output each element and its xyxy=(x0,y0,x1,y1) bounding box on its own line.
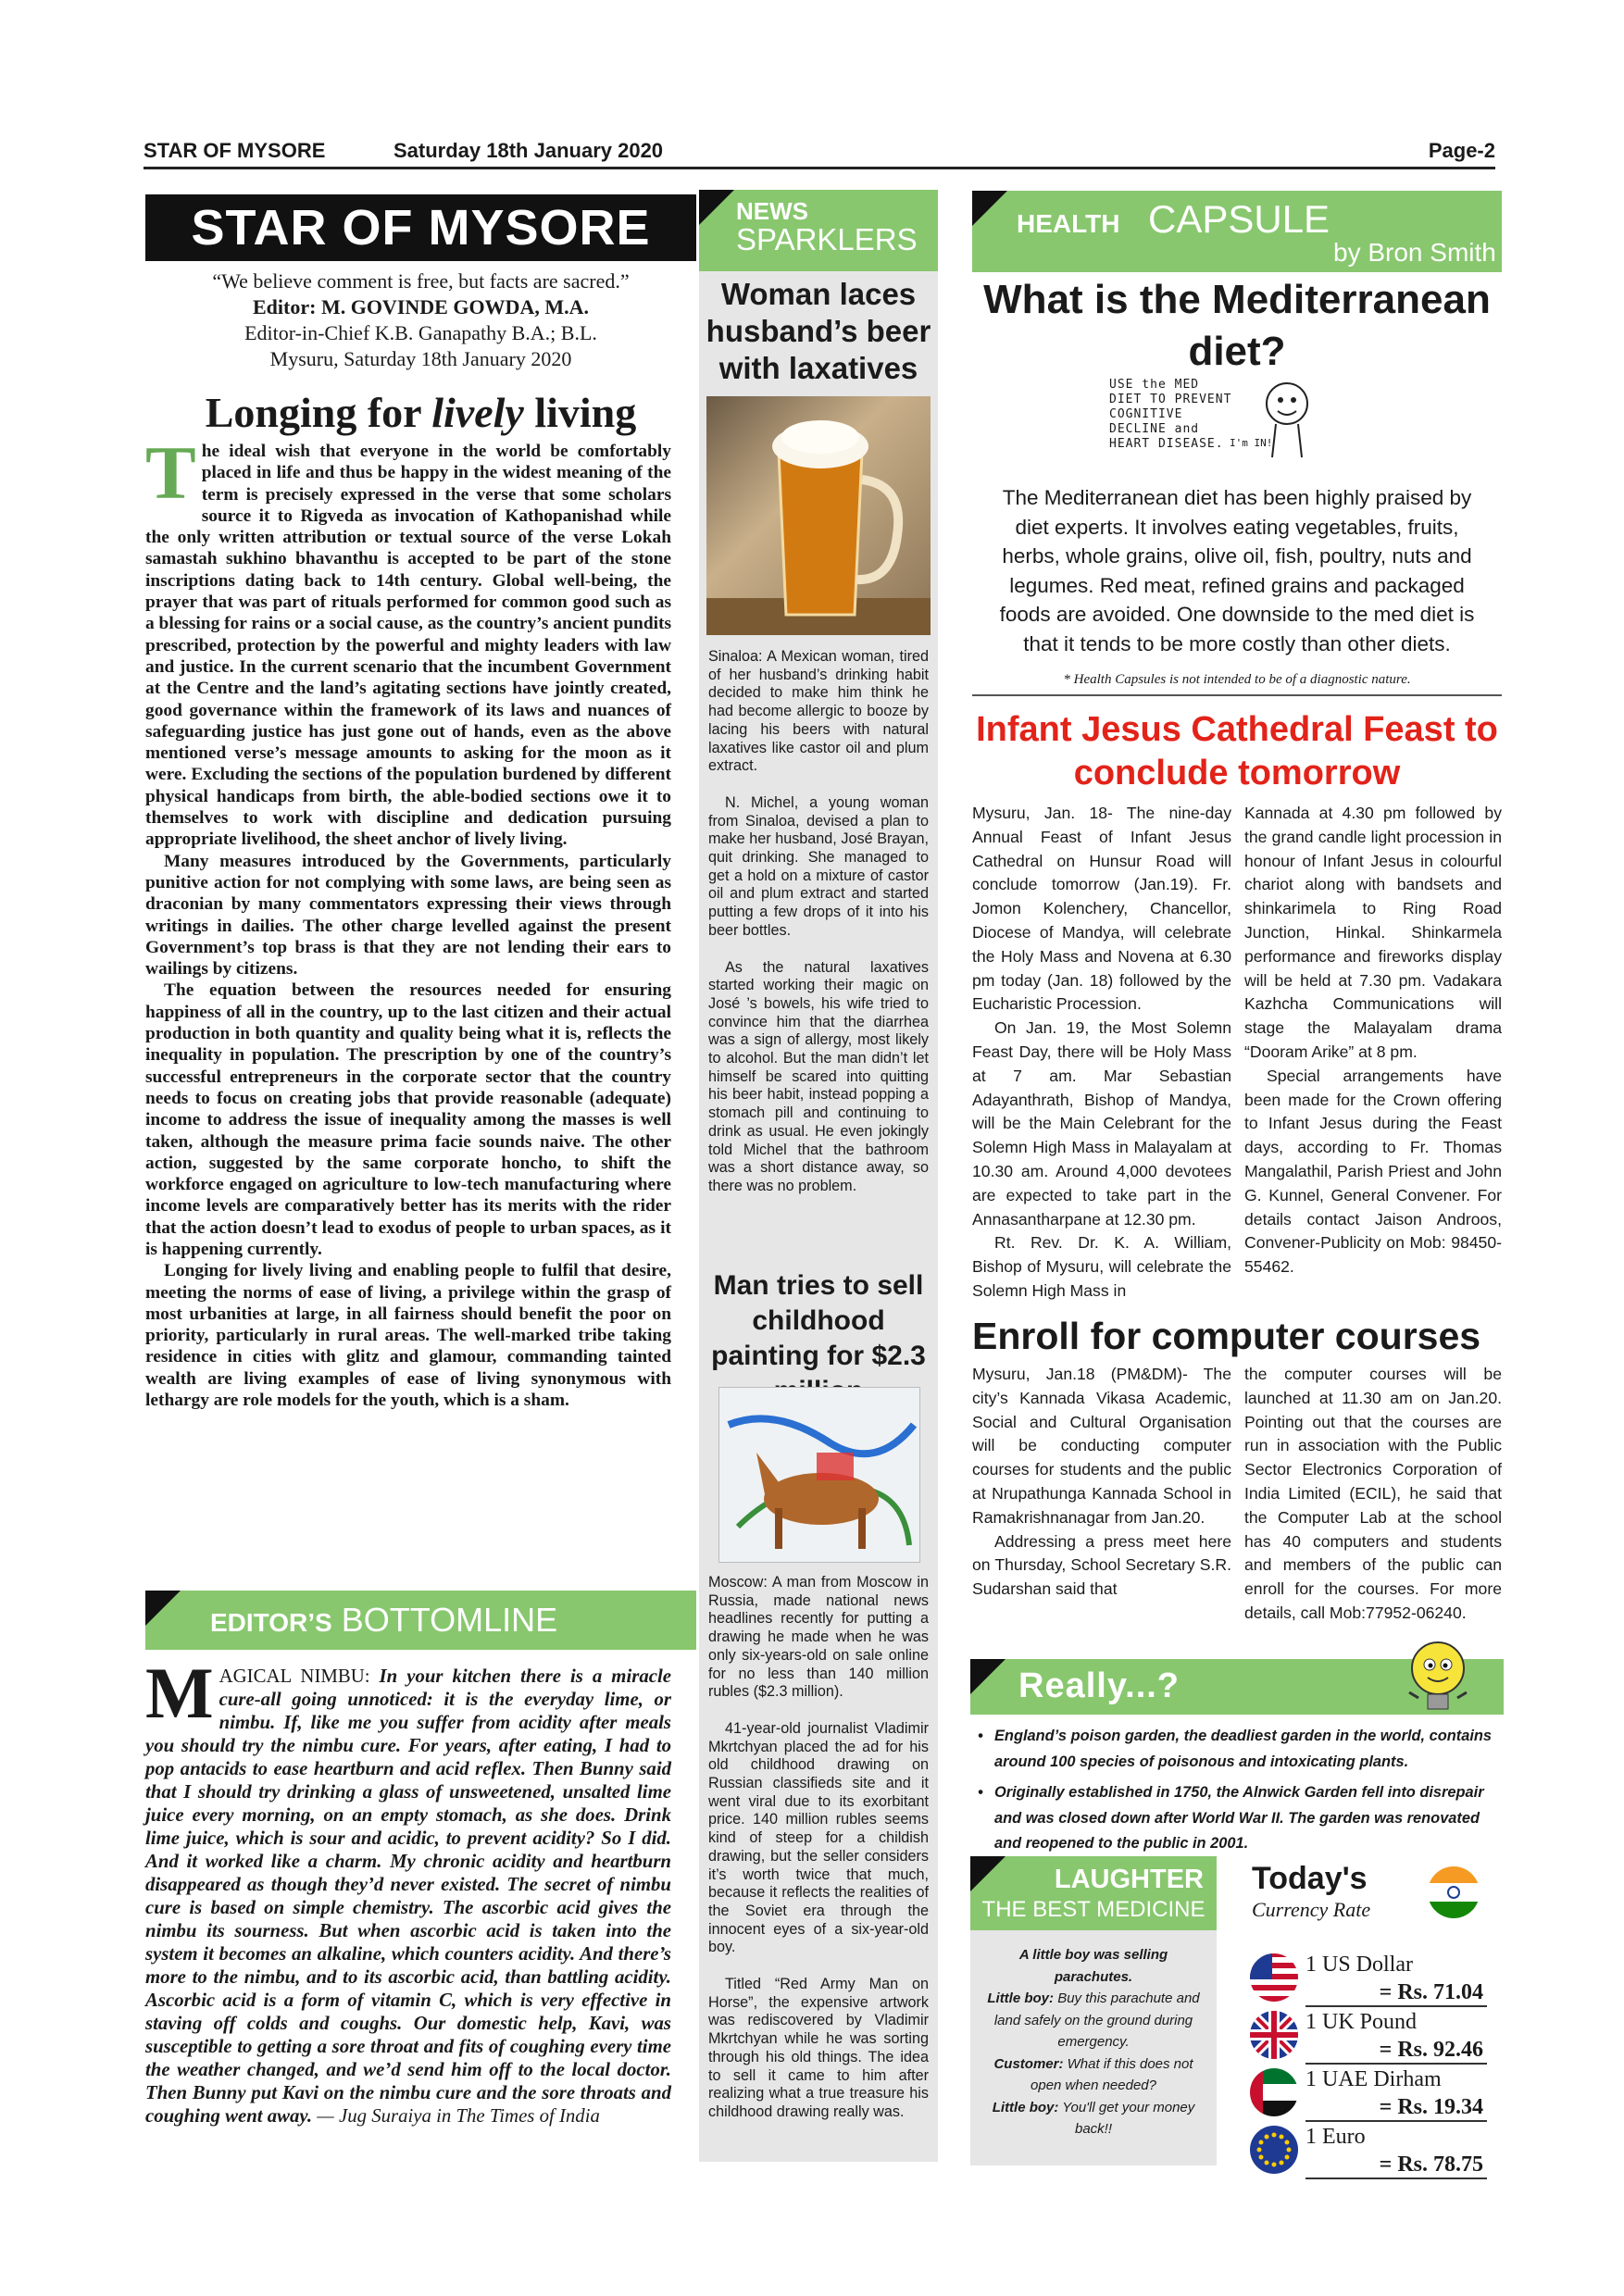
news-headline-1: Woman laces husband’s beer with laxatives xyxy=(706,277,931,385)
editorial-para: he ideal wish that everyone in the world be comfortably placed in life and thus be happy in the widest meaning of the term is precisely expressed in the verse that some scholars source it to Rigveda as invocation of Kathopanishad while the only written attribution or textual source of the verse Lokah samastah sukhino bhavanthu is accepted to be part of the stone inscriptions dating back to 14th century. Global well-being, the prayer that was part of rituals performed for common good such as a blessing for rains or a social cause, as the country’s ancient pundits prescribed, protection by the powerful and mighty leaders with law and justice. In the current scenario that the incumbent Government at the Centre and the land’s agitating sections have jointly created, good governance within the framework of its laws and nuances of safeguarding justice has just gone out of hands, even as the above mentioned verse’s message amounts to asking for the moon as it were. Excluding the sections of the population burdened by different physical handicaps from birth, the able-bodied sections owe it to themselves to work with discipline and dedication pursuing appropriate livelihood, the sheet anchor of lively living. xyxy=(145,442,671,850)
currency-row-eur xyxy=(1248,2124,1487,2181)
bottomline-title xyxy=(210,1602,557,1641)
news-para: As the natural laxatives started working their magic on José ’s bowels, his wife tried to convince him that the diarrhea was a sign of allergy, most likely to alcohol. But the man didn’t let himself be scared into quitting his beer habit, instead popping a stomach pill and continuing to drink as usual. He even jokingly told Michel that the bathroom was a short distance away, so there was no problem. xyxy=(708,958,929,1194)
laughter-joke xyxy=(980,1944,1207,2140)
paper-name: STAR OF MYSORE xyxy=(144,139,326,162)
corner-triangle-icon xyxy=(970,1659,1006,1694)
currency-subtitle: Currency Rate xyxy=(1252,1898,1371,1921)
issue-date: Saturday 18th January 2020 xyxy=(394,139,664,162)
lightbulb-mascot-icon xyxy=(1407,1637,1468,1729)
cartoon-line: COGNITIVE xyxy=(1109,407,1183,421)
list-item: • England’s poison garden, the deadliest garden in the world, contains around 100 species of poisonous and intoxicating plants. xyxy=(974,1724,1500,1775)
editorial-title xyxy=(145,389,696,437)
health-banner-light: CAPSULE xyxy=(1148,197,1330,241)
news-para: 41-year-old journalist Vladimir Mkrtchyan placed the ad for his old childhood drawing on Russian classifieds site and it went viral due to its exorbitant price. 140 million rubles seems kind of steep for a childish drawing, but the seller considers it’s worth twice that much, because it reflects the realities of the Soviet era through the innocent eyes of a six-year-old boy. xyxy=(708,1719,929,1956)
cathedral-para: On Jan. 19, the Most Solemn Feast Day, there will be Holy Mass at 7 am. Mar Sebastian Adayanthrath, Bishop of Mandya, will be the Main Celebrant for the Solemn High Mass in Malayalam at 10.30 am. Around 4,000 devotees are expected to take part in the Annasantharpane at 12.30 pm. xyxy=(972,1018,1231,1229)
joke-line xyxy=(980,1988,1207,2053)
dialogue: You'll get your money back!! xyxy=(1058,2099,1195,2137)
corner-triangle-icon xyxy=(972,191,1007,226)
news-para: Sinaloa: A Mexican woman, tired of her husband’s drinking habit decided to make him think he had become allergic to booze by lacing his beers with natural laxatives like castor oil and plum extract. xyxy=(708,648,929,775)
health-title: What is the Mediterranean diet? xyxy=(983,277,1491,374)
laughter-subtitle: THE BEST MEDICINE xyxy=(981,1897,1206,1922)
health-byline: by Bron Smith xyxy=(1333,238,1496,267)
enroll-headline: Enroll for computer courses xyxy=(972,1315,1481,1357)
laughter-title: LAUGHTER xyxy=(1054,1865,1204,1894)
motto: “We believe comment is free, but facts are sacred.” xyxy=(212,269,630,293)
editorial-body xyxy=(145,430,671,1411)
cathedral-col-left xyxy=(972,802,1231,1304)
divider xyxy=(1305,2177,1487,2179)
really-list xyxy=(974,1724,1500,1863)
currency-name: 1 Euro xyxy=(1305,2125,1366,2149)
health-cartoon xyxy=(1109,378,1320,470)
currency-title: Today's xyxy=(1252,1861,1368,1896)
currency-value: = Rs. 78.75 xyxy=(1379,2152,1483,2177)
news-story-1 xyxy=(708,648,929,1215)
bottomline-text: In your kitchen there is a miracle cure-all going unnoticed: it is the everyday lime, or nimbu. If, like me you suffer from acidity after meals you should try the nimbu cure. For years, after eating, I had to pop antacids to ease heartburn and acid reflex. Then Bunny said that I should try drinking a glass of unsweetened, unsalted lime juice every morning, on an empty stomach, as she does. Drink lime juice, which is sour and acidic, to prevent acidity? So I did. And it worked like a charm. My chronic acidity and heartburn disappeared as though they’d never existed. The secret of nimbu cure is based on simple chemistry. The ascorbic acid gives the nimbu its sourness. But when ascorbic acid is taken into the system it becomes an alkaline, which counters acidity. And there’s more to the nimbu, and to its ascorbic acid, than battling acidity. Ascorbic acid is a form of vitamin C, which is very effective in staving off colds and coughs. Our domestic help, Kavi, was susceptible to getting a sore throat and fits of coughing every time the weather changed, and we’d send him off to the local doctor. Then Bunny put Kavi on the nimbu cure and the sore throats and coughing went away. xyxy=(145,1666,671,2127)
editorial-para: Longing for lively living and enabling people to fulfil that desire, meeting the norms of ease of living, a privilege within the grasp of most urbanities at large, in all fairness should benefit the poor on priority, particularly in rural areas. The well-marked tribe taking residence in cities with glitz and glamour, commanding tainted wealth are living examples of ease of living synonymous with lethargy are role models for the youth, which is a sham. xyxy=(145,1261,671,1411)
currency-value: = Rs. 71.04 xyxy=(1379,1980,1483,2004)
header-rule xyxy=(144,167,1495,169)
editor-line: Editor: M. GOVINDE GOWDA, M.A. xyxy=(253,295,589,318)
page-number: Page-2 xyxy=(1428,139,1495,162)
dateline: Mysuru, Saturday 18th January 2020 xyxy=(269,347,572,370)
divider xyxy=(1305,2120,1487,2122)
cathedral-para: Mysuru, Jan. 18- The nine-day Annual Feast of Infant Jesus Cathedral on Hunsur Road will conclude tomorrow (Jan.19). Fr. Jomon Kolenchery, Chancellor, Diocese of Mandya, will celebrate the Holy Mass and Novena at 6.30 pm today (Jan. 18) followed by the Eucharistic Procession. xyxy=(972,804,1231,1014)
banner-light: BOTTOMLINE xyxy=(341,1601,558,1639)
cathedral-headline: Infant Jesus Cathedral Feast to conclude tomorrow xyxy=(976,710,1498,792)
news-headline-2: Man tries to sell childhood painting for $2.3 xyxy=(711,1270,926,1371)
india-flag-icon xyxy=(1426,1865,1481,1920)
painting-photo xyxy=(718,1387,920,1563)
corner-triangle-icon xyxy=(699,190,734,225)
laughter-banner xyxy=(970,1856,1217,1930)
editorial-para: The equation between the resources needed for ensuring happiness of all in the country, up to the last citizen and their actual production in both quantity and quality being what it is, reflects the inequality in population. The prescription by one of the country’s successful entrepreneurs in the corporate sector that the country needs to focus on creating jobs that provide reasonable (adequate) income to address the issue of inequality among the masses is well taken, although the measure prima facie sounds naive. The other action, suggested by the same corporate honcho, to shift the workforce engaged on agriculture to low-tech manufacturing where income levels are comparatively better has its merits with the rider that the action doesn’t lead to exodus of people to urban spaces, as it is happening currently. xyxy=(145,980,671,1259)
currency-row-gbp xyxy=(1248,2009,1487,2066)
list-item: • Originally established in 1750, the Alnwick Garden fell into disrepair and was closed down after World War II. The garden was renovated and reopened to the public in 2001. xyxy=(974,1780,1500,1857)
eu-flag-icon xyxy=(1248,2124,1300,2176)
masthead-logo: STAR OF MYSORE xyxy=(145,194,696,261)
health-capsule-banner xyxy=(972,191,1502,272)
page-header xyxy=(144,139,1495,168)
dialogue: Buy this parachute and land safely on the ground during emergency. xyxy=(993,1990,1200,2050)
title-part: Longing for xyxy=(205,389,432,436)
enroll-col-right xyxy=(1244,1363,1502,1626)
us-flag-icon xyxy=(1248,1952,1300,2003)
divider xyxy=(1305,2063,1487,2065)
bottomline-lead: AGICAL NIMBU: xyxy=(219,1666,380,1687)
beer-glass-icon xyxy=(706,396,931,635)
title-part: living xyxy=(523,389,637,436)
really-title: Really...? xyxy=(1018,1666,1181,1705)
title-italic: lively xyxy=(431,389,524,436)
health-disclaimer: * Health Capsules is not intended to be of a diagnostic nature. xyxy=(1063,672,1411,687)
dialogue: What if this does not open when needed? xyxy=(1031,2055,1193,2093)
chief-editor-line: Editor-in-Chief K.B. Ganapathy B.A.; B.L. xyxy=(244,321,597,344)
news-story-2 xyxy=(708,1574,929,2140)
bottomline-credit: — Jug Suraiya in The Times of India xyxy=(317,2105,600,2127)
news-para: N. Michel, a young woman from Sinaloa, devised a plan to make her husband, José Brayan, quit drinking. She managed to get a hold on a mixture of castor oil and plum extract and started putting a few drops of it into his beer bottles. xyxy=(708,793,929,939)
news-banner-light: SPARKLERS xyxy=(736,222,918,256)
enroll-col-left xyxy=(972,1363,1231,1602)
speaker: Customer: xyxy=(993,2055,1064,2072)
currency-name: 1 US Dollar xyxy=(1305,1953,1413,1977)
corner-triangle-icon xyxy=(145,1591,181,1626)
horse-painting-icon xyxy=(719,1388,921,1564)
cathedral-para: Special arrangements have been made for the Crown offering to Infant Jesus during the Feast days, according to Fr. Thomas Mangalathil, Parish Priest and John G. Kunnel, General Convener. For details contact Jaison Androos, Convener-Publicity on Mob: 98450-55462. xyxy=(1244,1066,1502,1277)
banner-bold: EDITOR’S xyxy=(210,1608,332,1637)
cartoon-line: USE the MED xyxy=(1109,378,1200,392)
speaker: Little boy: xyxy=(987,1990,1055,2006)
currency-row-aed xyxy=(1248,2066,1487,2124)
news-sparklers-banner xyxy=(699,190,938,271)
currency-name: 1 UAE Dirham xyxy=(1305,2067,1442,2091)
joke-line xyxy=(980,2097,1207,2140)
cartoon-line: DIET TO PREVENT xyxy=(1109,393,1232,406)
bottomline-banner xyxy=(145,1591,696,1650)
cartoon-tag: I'm IN! xyxy=(1230,437,1273,449)
joke-intro: A little boy was selling parachutes. xyxy=(1018,1947,1168,1985)
health-banner-bold: HEALTH xyxy=(1017,209,1120,238)
news-para: Moscow: A man from Moscow in Russia, made national news headlines recently for putting a drawing he made when he was only six-years-old on sale online for no less than 140 million rubles ($2.3 million). xyxy=(708,1574,929,1701)
news-para: Titled “Red Army Man on Horse”, the expensive artwork was rediscovered by Vladimir Mkrtchyan while he was sorting through his old things. The idea to sell it came to him after realizing what a true treasure his childhood drawing really was. xyxy=(708,1976,929,2120)
drop-cap: M xyxy=(145,1653,214,1733)
cartoon-line: DECLINE and xyxy=(1109,422,1200,436)
uae-flag-icon xyxy=(1248,2066,1300,2118)
cathedral-para: Kannada at 4.30 pm followed by the grand candle light procession in honour of Infant Jesus in colourful chariot along with bandsets and shinkarimela to Ring Road Junction, Hinkal. Shinkarmela performance and fireworks display will be held at 7.30 pm. Vadakara Kazhcha Communications will stage the Malayalam drama “Dooram Arike” at 8 pm. xyxy=(1244,804,1502,1061)
health-body: The Mediterranean diet has been highly praised by diet experts. It involves eating vegetables, fruits, herbs, whole grains, olive oil, fish, poultry, nuts and legumes. Red meat, refined grains and packaged foods are avoided. One downside to the med diet is that it tends to be more costly than other diets. xyxy=(999,486,1475,655)
uk-flag-icon xyxy=(1248,2009,1300,2061)
bottomline-body xyxy=(145,1653,671,2128)
enroll-para: Mysuru, Jan.18 (PM&DM)- The city’s Kannada Vikasa Academic, Social and Cultural Organisation will be conducting computer courses for students and the public at Nrupathunga Kannada School in Ramakrishnanagar from Jan.20. xyxy=(972,1365,1231,1527)
editorial-para: Many measures introduced by the Governments, particularly punitive action for not complying with some laws, are being seen as draconian by many commentators expressing their views through writings in dailies. The other charge levelled against the present Government’s top brass is that they are not lending their ears to wailings by citizens. xyxy=(145,851,671,980)
masthead-info xyxy=(145,268,696,372)
cartoon-line: HEART DISEASE. xyxy=(1109,437,1224,451)
enroll-para: Addressing a press meet here on Thursday, School Secretary S.R. Sudarshan said that xyxy=(972,1531,1231,1599)
currency-name: 1 UK Pound xyxy=(1305,2010,1418,2034)
speaker: Little boy: xyxy=(992,2099,1059,2115)
cathedral-col-right xyxy=(1244,802,1502,1279)
drop-cap: T xyxy=(145,430,196,515)
cathedral-para: Rt. Rev. Dr. K. A. William, Bishop of Mysuru, will celebrate the Solemn High Mass in xyxy=(972,1233,1231,1300)
currency-row-usd xyxy=(1248,1952,1487,2009)
enroll-para: the computer courses will be launched at 11.30 am on Jan.20. Pointing out that the courses are run in association with the Public Sector Electronics Corporation of India Limited (ECIL), he said that the Computer Lab at the school has 40 computers and students and members of the public can enroll for the courses. For more details, call Mob:77952-06240. xyxy=(1244,1365,1502,1622)
beer-photo xyxy=(706,396,931,635)
news-banner-bold: NEWS xyxy=(736,197,808,225)
divider xyxy=(1305,2005,1487,2007)
joke-line xyxy=(980,2053,1207,2097)
divider xyxy=(972,694,1502,696)
currency-value: = Rs. 92.46 xyxy=(1379,2038,1483,2062)
currency-value: = Rs. 19.34 xyxy=(1379,2095,1483,2119)
